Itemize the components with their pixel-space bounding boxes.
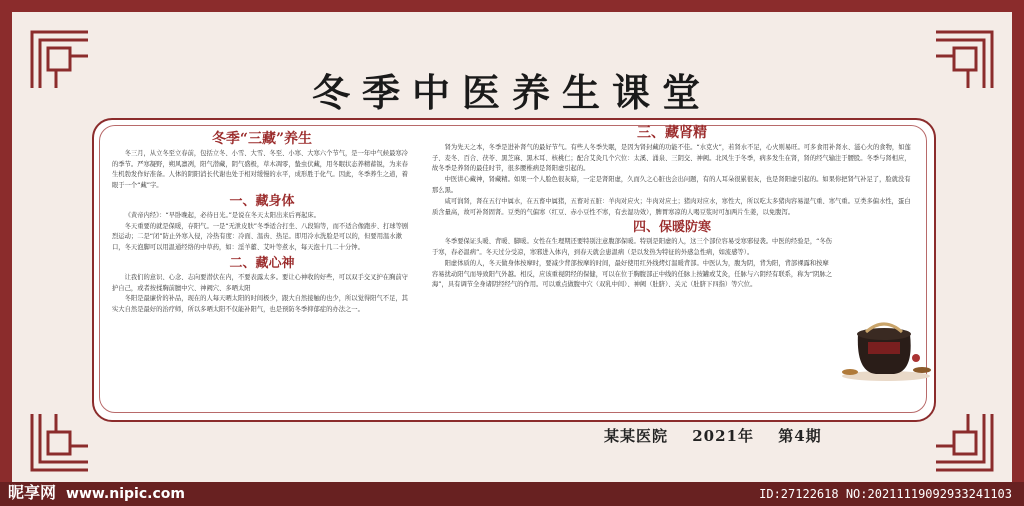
issue-year: 2021年 (692, 427, 754, 445)
section-heading-mind: 二、藏心神 (229, 255, 295, 271)
paragraph: 阳虚体质的人，冬天做身体按摩时，要减少背部按摩的时间，最好使用红外线烤灯温暖背部。中医认为，腹为阴，背为阳，背部裸露和按摩容易扰动阳气而导致阳气外越。相反，应该重视阴经的保健，可以在位于胸腹部正中线的任脉上按罐或艾灸，任脉与六阴经有联系，称为“阴脉之海”，具有调节全身诸阴经经气的作用。可以重点做腹中穴（双乳中间）、神阙（肚脐）、关元（肚脐下四指）等穴位。 (432, 259, 832, 289)
right-column (432, 125, 912, 291)
watermark-logo-text: 昵享网 (8, 483, 57, 502)
watermark-id: ID:27122618 NO:20211119092933241103 (759, 487, 1012, 501)
section-heading-winter: 冬季“三藏”养生 (211, 131, 313, 147)
watermark-site: www.nipic.com (66, 486, 185, 502)
section-heading-body: 一、藏身体 (229, 193, 295, 209)
left-column (112, 131, 412, 316)
paragraph: 让我们的意识、心念、志向要潜伏在内，不要表露太多。要让心神收的好些，可以双手交叉护在胸前守护自己，或者按揉胸前膻中穴、神阙穴、多晒太阳 (112, 273, 408, 292)
paragraph: 肾为先天之本，冬季是进补肾气的最好节气。有些人冬季失眠，是因为肾封藏的功能不佳。“水克火”，若肾水不足，心火则易旺。可多食用补肾水、滋心火的食物，如莲子、麦冬、百合、茯苓、黑芝麻、黑木耳、核桃仁；配合艾灸几个穴位：太溪、涌泉、三阴交、神阙。北风生于冬季，病多发生在肾，肾的经气输注于腰股。冬季与肾相应，故冬季是养肾的最佳时节，很多腰椎病是肾阳虚引起的。 (432, 143, 911, 173)
paragraph: 冬阳是最廉价的补品，现在的人每天晒太阳的时间极少，跟大自然接触的也少，所以觉得阳气不足，其实大自然是最好的治疗师，所以多晒太阳不仅能补阳气，也是预防冬季抑郁症的办法之一。 (112, 295, 408, 314)
footer-info (604, 425, 840, 446)
section-heading-kidney: 三、藏肾精 (637, 125, 707, 141)
issue-number: 第4期 (778, 427, 822, 445)
paragraph: 中医讲心藏神，肾藏精。如果一个人脸色很灰暗，一定是肾阳虚，久而久之心脏也会出问题，有的人耳朵很累很灰，也是肾阳虚引起的。如果你把肾气补足了，脸就没有那么黑。 (432, 176, 911, 194)
paragraph: 冬三月，从立冬至立春前，包括立冬、小雪、大雪、冬至、小寒、大寒六个节气，是一年中气候最寒冷的季节。严寒凝野，朔风凛冽，阳气潜藏，阴气盛极，草木凋零，蛰虫伏藏，用冬眠状态养精蓄锐，为来春生机勃发作好准备。人体的阴阳消长代谢也处于相对缓慢的水平，成形胜于化气。因此，冬季养生之道，着眼于一个“藏”字。 (112, 149, 408, 190)
watermark-brand (8, 480, 185, 503)
paragraph: 冬季要保证头暖、背暖、脚暖。女性在生理期还要特别注意腹部保暖。特别是阳虚的人，这三个部位容易受寒邪侵袭。中医的经验是，“冬伤于寒，春必温病”。冬天过分受凉，寒邪进入体内，到春天就会患温病（是以发热为特征的外感急性病，如流感等）。 (432, 238, 832, 256)
herbal-pot-illustration (836, 312, 932, 382)
hospital-name: 某某医院 (604, 427, 669, 445)
corner-ornament-bottom-right (934, 412, 994, 472)
warmth-text-block (432, 237, 832, 291)
corner-ornament-bottom-left (30, 412, 90, 472)
paragraph: 《黄帝内经》：“早卧晚起，必待日光。”是说在冬天太阳出来后再起床。 (124, 211, 321, 219)
page-title: 冬季中医养生课堂 (311, 70, 712, 115)
section-heading-warmth: 四、保暖防寒 (632, 220, 711, 236)
paragraph: 冬天重要的就是保暖，存阳气。一是“无泄皮肤”冬季适合打坐、八段锦等，而不适合像跑步、打球等剧烈运动；二是“闭”防止外寒入侵，冷热有度：冷面、温齿、热足。即用冷水洗脸是可以的，但要用温水漱口，冬天泡脚可以用温通经络的中草药，如：淫羊藿、艾叶等煮水，每天泡十几二十分钟。 (112, 222, 409, 252)
paragraph: 咸可润肾，肾在五行中属水，在五畜中属猪，五畜对五脏：羊肉对应火；牛肉对应土；猪肉对应水，寒性大，所以吃太多猪肉容易湿气重、寒气重。豆类多偏水性，蛋白质含量高，故可补肾固肾。豆类的气偏寒（红豆、赤小豆性不寒，有去湿功效），脾胃寒凉的人喝豆浆时可加两片生姜，以免腹泻。 (432, 197, 911, 216)
